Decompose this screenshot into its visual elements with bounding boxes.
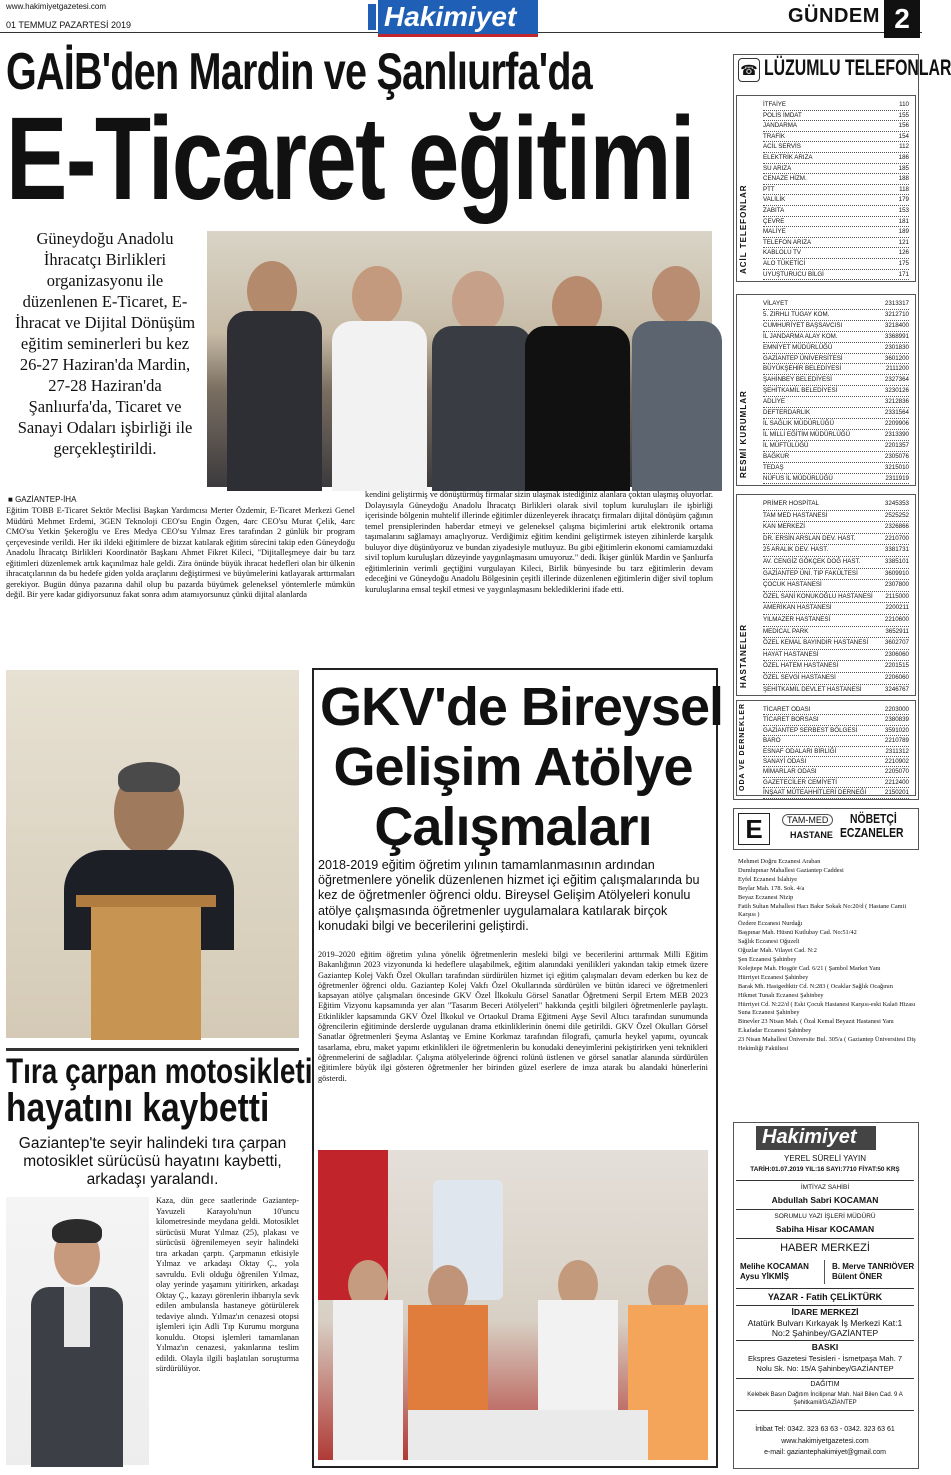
phone-name: ALO TÜKETİCİ (763, 259, 806, 267)
phone-name: ZABITA (763, 206, 785, 214)
phone-number: 181 (898, 217, 909, 225)
phone-name: CUMHURİYET BAŞSAVCISI (763, 321, 843, 329)
phone-number: 3591020 (884, 726, 909, 734)
phone-row (763, 354, 909, 365)
lead-headline-1: GAİB'den Mardin ve Şanlıurfa'da (6, 43, 592, 101)
phone-number: 2313390 (884, 430, 909, 438)
lead-body-col1: Eğitim TOBB E-Ticaret Sektör Meclisi Başkan Yardımcısı Merter Özdemir, E-Ticaret Merkezi Genel Müdürü Mehmet Erdemi, 3GEN Teknoloji CEO'su Engin Özgen, 4arc CEO'su Murat Çelik, 4arc CMO'su Yetkin Şekeroğlu ve Eres Medya CEO'su Yılmaz Eres tarafından 2 günlük bir program çerçevesinde verildi. Her iki ildeki eğitimlere de bizzat katılarak eğitim sürecini takip eden Güneydoğu Anadolu İhracatçı Birlikleri Koordinatör Başkanı Ahmet Fikret Kileci, "Dijitalleşmeye dair bu tarz eğitimleri düzenlemek artık kaçınılmaz hale geldi. Zira önünde büyük ihracat hedefleri olan bir ülkenin ihracatçılarının da bu hedefe giden yolda araçlarını değiştirmesi ve büyümelerini katlayarak arttırmaları gerekiyor. Bugün dünya pazarına dahil olup bu pazarda büyümek geleneksel yöntemlerle mümkün değil. Bir yere kadar gidiyorsunuz fakat sonra adım atamıyorsunuz çünkü dijital alanlarda (6, 506, 355, 599)
phone-number: 2311919 (885, 474, 909, 482)
phone-name: DEFTERDARLIK (763, 409, 811, 417)
pharmacy-entry: Hürriyet Cd. N:22/d ( Eski Çocuk Hastanesi Karşısı-eski Kalaö Hizası (738, 1000, 916, 1008)
office-label: İDARE MERKEZİ (791, 1307, 859, 1317)
phone-number: 155 (898, 111, 909, 119)
phone-name: KAN MERKEZİ (763, 523, 805, 531)
phone-name: VALİLİK (763, 196, 786, 204)
phone-number: 3601200 (884, 354, 909, 362)
phone-name: TAM MED HASTANESİ (763, 511, 828, 519)
group-label: RESMİ KURUMLAR (739, 390, 748, 478)
phone-name: ÖZEL SANİ KONUKOĞLU HASTANESİ (763, 592, 873, 600)
pharmacy-e-icon: E (738, 813, 770, 845)
phone-number: 2150201 (884, 789, 909, 797)
phone-row (763, 778, 909, 788)
phone-name: GAZİANTEP ÜNİVERSİTESİ (763, 354, 843, 362)
pharmacy-entry: Özdere Eczanesi Nurdağı (738, 920, 803, 928)
group-label: HASTANELER (739, 623, 748, 688)
moto-body: Kaza, dün gece saatlerinde Gaziantep-Yavuzeli Karayolu'nun 10'uncu kilometresinde meydana geldi. Motosiklet sürücüsü Murat Yılmaz (25), plakası ve sürücüsü öğrenilemeyen seyir halindeki tıra arkadan çarptı. Çarpmanın etkisiyle Yılmaz ve arkadaşı Oktay Ç., yola savruldu. Evli olduğu öğrenilen Yılmaz, olay yerinde yaşamını yitirirken, arkadaşı Oktay Ç., kazayı görenlerin ihbarıyla sevk edilen ambulansla hastaneye götürülerek tedaviye alındı. Yılmaz'ın cenazesi otopsi işlemleri için Adli Tıp Kurumu morguna konuldu. Otopsi işlemleri tamamlanan Yılmaz'ın cenazesi, yakınlarına teslim edildi. Olayla ilgili başlatılan soruşturma sürdürülüyor. (156, 1196, 299, 1373)
imprint-phone: İrtibat Tel: 0342. 323 63 63 - 0342. 323 63 61 (755, 1426, 895, 1433)
phone-name: 25 ARALIK DEV. HAST. (763, 546, 829, 554)
phone-name: BARO (763, 737, 781, 745)
phone-row (763, 259, 909, 270)
imprint-subtitle: YEREL SÜRELİ YAYIN (784, 1154, 866, 1163)
pharmacy-title-2: ECZANELER (840, 825, 904, 840)
imprint-rule (736, 1209, 914, 1210)
phone-number: 3218400 (884, 321, 909, 329)
moto-summary: Gaziantep'te seyir halindeki tıra çarpan motosiklet sürücüsü hayatını kaybetti, arkadaşı yaralandı. (18, 1135, 287, 1188)
phone-name: MALİYE (763, 228, 786, 236)
group-rows (763, 299, 909, 484)
phone-name: İL MÜFTÜLÜĞÜ (763, 441, 809, 449)
pharmacy-entry: Suna Eczanesi Şahinbey (738, 1009, 800, 1017)
phone-name: CENAZE HİZM. (763, 175, 807, 183)
pharmacy-sponsor-bottom: HASTANE (790, 830, 833, 840)
imprint-rule (736, 1238, 914, 1239)
site-url: www.hakimiyetgazetesi.com (6, 2, 107, 11)
phone-number: 175 (898, 259, 909, 267)
phone-icon: ☎ (738, 58, 760, 82)
phone-row (763, 545, 909, 557)
phone-number: 154 (898, 132, 909, 140)
phone-number: 185 (898, 164, 909, 172)
phone-number: 2212400 (884, 778, 909, 786)
phone-number: 2305076 (884, 452, 909, 460)
group-rows (763, 499, 909, 696)
gkv-headline-1: GKV'de Bireysel (320, 677, 724, 737)
phone-name: SANAYİ ODASI (763, 758, 807, 766)
phone-number: 2327364 (884, 376, 909, 384)
phone-name: ÖZEL SEVGİ HASTANESİ (763, 673, 836, 681)
phone-name: İNŞAAT MÜTEAHHİTLERİ DERNEĞİ (763, 789, 867, 797)
phone-name: POLİS İMDAT (763, 111, 802, 119)
phone-number: 110 (899, 101, 909, 108)
phone-number: 3602707 (884, 639, 909, 647)
phone-name: İL MİLLİ EĞİTİM MÜDÜRLÜĞÜ (763, 430, 851, 438)
phone-number: 2306060 (884, 650, 909, 658)
phone-number: 3245353 (884, 500, 909, 507)
pharmacy-entry: 23 Nisan Mahallesi Üniversite Bul. 305/a ( Gaziantep Üniversitesi Diş Hekimliği Fakültesi (738, 1036, 916, 1053)
phones-group-official (736, 294, 916, 486)
phone-row (763, 142, 909, 153)
phone-row (763, 195, 909, 206)
pharmacy-entry: Başpınar Mah. Hüsnü Kutlubay Cad. No:51/42 (738, 929, 857, 937)
phone-number: 3368991 (884, 332, 909, 340)
phone-name: ŞEHİTKAMİL BELEDİYESİ (763, 387, 838, 395)
phone-name: BAĞKUR (763, 452, 790, 460)
imprint-logo: Hakimiyet (762, 1126, 857, 1148)
phone-name: JANDARMA (763, 122, 798, 130)
imprint-web: www.hakimiyetgazetesi.com (781, 1438, 869, 1445)
phone-row (763, 310, 909, 321)
phone-number: 2111200 (885, 365, 909, 373)
moto-headline-1: Tıra çarpan motosikleti (6, 1052, 313, 1091)
phone-number: 3652911 (885, 627, 909, 635)
masthead-text: Hakimiyet (384, 1, 517, 32)
moto-headline-2: hayatını kaybetti (6, 1086, 270, 1130)
phone-row (763, 474, 909, 485)
pharmacy-entry: E.kafadar Eczanesi Şahinbey (738, 1027, 812, 1035)
phone-row (763, 726, 909, 736)
phone-row (763, 747, 909, 757)
news-b1: B. Merve TANRIÖVER (832, 1262, 915, 1271)
group-label: ACİL TELEFONLAR (739, 184, 748, 274)
imprint-rule (736, 1378, 914, 1379)
pharmacy-entry: Eyfel Eczanesi İslahiye (738, 875, 798, 883)
phone-row (763, 248, 909, 259)
phone-number: 188 (898, 175, 909, 183)
phone-row (763, 419, 909, 430)
phone-row (763, 615, 909, 627)
news-a2: Aysu YİKMİŞ (740, 1272, 789, 1281)
page-number: 2 (884, 0, 920, 38)
phone-row (763, 685, 909, 697)
phone-name: AMERİKAN HASTANESİ (763, 604, 832, 612)
phone-number: 126 (898, 249, 909, 257)
phone-number: 2209906 (884, 419, 909, 427)
pharmacy-entry: Barak Mh. Hasigediktir Cd. N:283 ( Ocaklar Sağlık Ocağının (738, 982, 893, 990)
phones-group-chambers (736, 700, 916, 796)
editor-name: Sabiha Hisar KOCAMAN (775, 1224, 875, 1234)
imprint-rule (736, 1410, 914, 1411)
phone-number: 2311312 (885, 747, 909, 755)
phone-row (763, 132, 909, 143)
phone-row (763, 121, 909, 132)
phone-row (763, 299, 909, 310)
phone-number: 112 (899, 143, 909, 151)
pharmacy-entry: Sağlık Eczanesi Oğuzeli (738, 938, 800, 946)
phone-name: GAZİANTEP SERBEST BÖLGESİ (763, 726, 858, 734)
phone-number: 179 (898, 196, 909, 204)
lead-byline-text: GAZİANTEP-İHA (15, 495, 77, 504)
phone-name: TİCARET BORSASI (763, 716, 819, 724)
phone-number: 2210700 (884, 534, 909, 542)
phone-row (763, 430, 909, 441)
phone-name: 5. ZIRHLI TUGAY KOM. (763, 310, 830, 318)
phone-number: 153 (898, 206, 909, 214)
phones-group-emergency (736, 95, 916, 282)
phone-name: İTFAİYE (763, 101, 787, 108)
writer: YAZAR - Fatih ÇELİKTÜRK (767, 1292, 883, 1302)
pharmacy-list (738, 858, 916, 1116)
phone-number: 121 (898, 238, 909, 246)
phone-name: NÜFUS İL MÜDÜRLÜĞÜ (763, 474, 833, 482)
group-rows (763, 100, 909, 280)
phone-row (763, 386, 909, 397)
phone-name: PTT (763, 185, 775, 193)
phone-number: 3212836 (884, 398, 909, 406)
pharmacy-entry: Oğuzlar Mah. Vilayet Cad. N:2 (738, 947, 817, 955)
pharmacy-entry: Hikmet Tunalı Eczanesi Şahinbey (738, 991, 824, 999)
phone-number: 2206060 (884, 673, 909, 681)
phone-row (763, 206, 909, 217)
news-b2: Bülent ÖNER (832, 1272, 883, 1281)
phone-number: 186 (898, 153, 909, 161)
phone-number: 2201515 (884, 662, 909, 670)
phone-row (763, 227, 909, 238)
phone-number: 2201357 (884, 441, 909, 449)
phone-row (763, 153, 909, 164)
phone-row (763, 408, 909, 419)
office-address: Atatürk Bulvarı Kırkayak İş Merkezi Kat:1 No:2 Şahinbey/GAZİANTEP (747, 1318, 903, 1338)
imprint-rule (736, 1180, 914, 1181)
phone-row (763, 757, 909, 767)
pharmacy-title-1: NÖBETÇİ (850, 811, 897, 826)
phone-name: MİMARLAR ODASI (763, 768, 817, 776)
lead-body-col2: kendini geliştirmiş ve dönüştürmüş firmalar sizin ulaşmak istediğiniz alanlara çoktan ulaşmış oluyorlar. Dolayısıyla Güneydoğu Anadolu İhracatçı Birlikleri olarak sivil toplum kuruluşları ile işbirliği içerisinde bölgenin muhtelif illerinde eğitimler düzenleyerek ihracatçı firmaları dijital dönüşüm çağının temel prensiplerinden haberdar etmeyi ve geleneksel çalışma biçimlerini artık elektronik ortama taşımalarını sağlamayı amaçlıyoruz. Verdiğimiz eğitim kendini geliştirmek isteyen zihinlerde karşılık buluyor diye düşünüyoruz ve bundan ziyadesiyle mutluyuz. Bu gibi eğitimlerin ekonomi camiamızdaki sivil toplum kuruluşları düzeyinde yaygınlaşmasını umuyoruz." dedi. İkişer günlük Mardin ve Şanlıurfa eğitimlerinin verimli geçtiğini vurgulayan Kileci, Birlik bünyesinde bu tarz eğitimlerin devam edeceğini ve Güneydoğu Anadolu Bölgesinin çeşitli illerinde düzenlenen eğitimlerin diğer sivil toplum kuruluşlarına emsal teşkil etmesi ve yaygınlaşmasını beklediklerini ifade etti. (365, 490, 713, 594)
phone-row (763, 343, 909, 354)
phone-row (763, 375, 909, 386)
phone-name: ÖZEL KEMAL BAYINDIR HASTANESİ (763, 639, 869, 647)
lead-byline: ■ GAZİANTEP-İHA (8, 495, 77, 504)
gkv-body: 2019–2020 eğitim öğretim yılına yönelik öğretmenlerin mesleki bilgi ve becerilerini arttırmak Milli Eğitim Bakanlığının 2023 vizyonunda ki hedeflere ulaşabilmek, eğitim alanındaki yenilikleri yakından takip etmek üzere Gaziantep Kolej Vakfı Özel Okulları tarafından sürdürülen hizmet içi eğitim çalışmaları devam ederken bu kez de öğretmenler öğrenci oldu. Gaziantep Kolej Vakfı Özel Okullarında sürdürülen ve bütün idareci ve öğretmenleri kapsayan atölye çalışmaları öncesinde GKV Özel İlkokulu Görsel Sanatlar Öğretmeni Serpil Ertem MEB 2023 Eğitim Vizyonu kapsamında yer alan "Tasarım Beceri Atölyeleri" hakkında çeşitli bilgileri öğretmenlerle paylaştı. Etkinlikler kapsamında GKV Özel İlkokul ve Ortaokul Drama Eğitmeni Ayşe Sevil Altıcı tarafından sunumunda öğrencilerin eğitiminde derslerde uygulanan drama etkinliklerinin önemi dile getirildi. GKV Özel Okulları Görsel Sanatlar öğretmenleri Şeyma Aslantaş ve Emine Korkmaz tarafından filografi, çamurla heykel yapımı, oyuncak tasarlama, ebru, maket yapımı etkinlikleri ile öğretmenlerin bu konudaki deneyimlerini pekiştirirken yeni teknikleri öğrenmelerini de sağladılar. Çalışma atölyelerinde öğrenci rolünü üstlenen ve görsel sanatlar alanında sürdürülen eğitimlere büyük ilgi gösteren öğretmenler her birinden güzel eserlere de imza atarak bu alandaki hünerlerini gösterdi. (318, 950, 708, 1083)
phone-number: 171 (898, 270, 909, 278)
masthead-logo (368, 0, 538, 34)
phone-row (763, 174, 909, 185)
lead-headline-2: E-Ticaret eğitimi (6, 93, 694, 225)
phone-number: 2380839 (884, 716, 909, 724)
imprint-info: TARİH:01.07.2019 YIL:16 SAYI:7710 FİYAT:50 KRŞ (750, 1166, 900, 1173)
phone-number: 2210789 (884, 737, 909, 745)
phone-number: 2205070 (884, 768, 909, 776)
imprint-rule (736, 1288, 914, 1289)
phone-number: 3609910 (884, 569, 909, 577)
phone-row (763, 185, 909, 196)
phone-row (763, 638, 909, 650)
dist-address: Kelebek Basın Dağıtım İncilipınar Mah. Nail Bilen Cad. 9 A Şehitkamil/GAZİANTEP (747, 1392, 903, 1406)
phone-name: AV. CENGİZ GÖKÇEK DOĞ HAST. (763, 557, 861, 565)
phone-row (763, 534, 909, 546)
phone-name: ELEKTRİK ARIZA (763, 153, 813, 161)
pharmacy-entry: Dumlupınar Mahallesi Gaziantep Caddesi (738, 866, 844, 874)
phone-row (763, 705, 909, 715)
pharmacy-entry: Beyaz Eczanesi Nizip (738, 893, 794, 901)
lead-photo (207, 231, 712, 487)
print-address: Ekspres Gazetesi Tesisleri - İsmetpaşa Mah. 7 Nolu Sk. No: 15/A Şahinbey/GAZİANTEP (747, 1354, 903, 1373)
phones-group-hospitals (736, 494, 916, 696)
phone-row (763, 522, 909, 534)
section-title: GÜNDEM (788, 5, 880, 27)
phone-number: 2301830 (884, 343, 909, 351)
phone-name: GAZİANTEP ÜNİ. TIP FAKÜLTESİ (763, 569, 858, 577)
group-label: ODA VE DERNEKLER (739, 702, 746, 791)
pharmacy-entry: Hürriyet Eczanesi Şahinbey (738, 973, 809, 981)
phone-row (763, 164, 909, 175)
phone-number: 156 (898, 122, 909, 130)
phone-number: 2210600 (884, 615, 909, 623)
phone-name: TİCARET ODASI (763, 706, 811, 713)
phone-name: KABLOLU TV (763, 249, 802, 257)
phone-number: 2200211 (885, 604, 909, 612)
phone-row (763, 788, 909, 798)
phone-row (763, 463, 909, 474)
lead-summary: Güneydoğu Anadolu İhracatçı Birlikleri organizasyonu ile düzenlenen E-Ticaret, E-İhracat ve Dijital Dönüşüm eğitim seminerleri bu kez 26-27 Haziran'da Mardin, 27-28 Haziran'da Şanlıurfa'da, Ticaret ve Sanayi Odaları işbirliği ile gerçekleştirildi. (14, 229, 196, 458)
phone-name: GAZETECİLER CEMİYETİ (763, 778, 837, 786)
phone-row (763, 592, 909, 604)
phone-number: 3230126 (884, 387, 909, 395)
phone-name: ŞEHİTKAMİL DEVLET HASTANESİ (763, 685, 862, 693)
speaker-photo (6, 670, 299, 1038)
news-label: HABER MERKEZİ (780, 1242, 870, 1254)
pharmacy-entry: Fatih Sultan Mahallesi Hacı Bakır Sokak No:20/d ( Hastane Camii Karşısı ) (738, 902, 907, 919)
editor-label: SORUMLU YAZI İŞLERİ MÜDÜRÜ (774, 1213, 876, 1220)
phone-row (763, 627, 909, 639)
phone-number: 2331564 (884, 409, 909, 417)
owner-label: İMTİYAZ SAHİBİ (800, 1184, 850, 1191)
phone-number: 3215010 (884, 463, 909, 471)
imprint-rule (736, 1305, 914, 1306)
print-label: BASKI (811, 1342, 839, 1352)
phone-number: 2525252 (884, 511, 909, 519)
phone-row (763, 238, 909, 249)
phone-name: SU ARIZA (763, 164, 792, 172)
phone-name: BÜYÜKŞEHİR BELEDİYESİ (763, 365, 842, 373)
phone-name: ÇEVRE (763, 217, 785, 225)
phone-row (763, 270, 909, 281)
imprint-email: e-mail: gaziantephakimiyet@gmail.com (764, 1449, 886, 1456)
phone-row (763, 511, 909, 523)
phone-name: TRAFİK (763, 132, 786, 140)
moto-rule (6, 1048, 299, 1051)
phone-name: VİLAYET (763, 300, 788, 307)
phone-number: 2210902 (884, 758, 909, 766)
phone-name: PRİMER HOSPİTAL (763, 500, 819, 507)
pharmacy-entry: Binevler 23 Nisan Mah. ( Özal Kemal Beyazıt Hastanesi Yanı (738, 1018, 894, 1026)
phone-name: YILMAZER HASTANESİ (763, 615, 831, 623)
owner-name: Abdullah Sabri KOCAMAN (771, 1195, 879, 1205)
phone-row (763, 569, 909, 581)
gkv-headline-2: Gelişim Atölye (333, 737, 693, 797)
phone-number: 2115000 (885, 592, 909, 600)
phone-name: TELEFON ARIZA (763, 238, 812, 246)
phone-number: 2313317 (884, 300, 909, 307)
phone-row (763, 715, 909, 725)
phone-number: 3212710 (884, 310, 909, 318)
phone-name: HAYAT HASTANESİ (763, 650, 819, 658)
phone-row (763, 499, 909, 511)
phone-name: İL JANDARMA ALAY KOM. (763, 332, 838, 340)
pharmacy-sponsor-top: TAM-MED (782, 814, 833, 826)
phone-number: 189 (898, 228, 909, 236)
phone-row (763, 767, 909, 777)
dist-label: DAĞITIM (810, 1381, 840, 1388)
phone-number: 2203000 (884, 706, 909, 713)
phone-name: ACİL SERVİS (763, 143, 801, 151)
news-divider (824, 1260, 825, 1284)
phone-row (763, 673, 909, 685)
phone-row (763, 217, 909, 228)
phone-row (763, 580, 909, 592)
phone-name: ESNAF ODALARI BİRLİĞİ (763, 747, 837, 755)
phone-row (763, 736, 909, 746)
gkv-intro: 2018-2019 eğitim öğretim yılının tamamlanmasının ardından öğretmenlere yönelik düzenlenen hizmet içi eğitim çalışmalarında bu kez de öğretmenler öğrenci oldu. Bireysel Gelişim Atölyeleri konulu atölye çalışmasında öğretmenler uygulamalara katılarak birçok konudaki bilgi ve becerilerini geliştirdi. (318, 858, 700, 933)
phone-name: UYUŞTURUCU BİLGİ (763, 270, 824, 278)
imprint-rule (736, 1340, 914, 1341)
phone-name: ÖZEL HATEM HASTANESİ (763, 662, 839, 670)
phone-row (763, 100, 909, 111)
phones-title: LÜZUMLU TELEFONLAR (764, 55, 951, 80)
pharmacy-entry: Beylar Mah. 178. Sok. 4/a (738, 884, 805, 892)
phone-name: ADLİYE (763, 398, 786, 406)
phone-row (763, 332, 909, 343)
pharmacy-entry: Mehmet Doğru Eczanesi Araban (738, 858, 821, 865)
victim-photo (6, 1197, 149, 1465)
gkv-photo (318, 1150, 708, 1460)
phone-row (763, 321, 909, 332)
phone-number: 3385101 (884, 557, 909, 565)
phone-name: DR. ERSİN ARSLAN DEV. HAST. (763, 534, 856, 542)
phone-name: İL SAĞLIK MÜDÜRLÜĞÜ (763, 419, 834, 427)
phone-number: 3381731 (884, 546, 909, 554)
phone-name: TEDAŞ (763, 463, 784, 471)
phone-name: ŞAHİNBEY BELEDİYESİ (763, 376, 833, 384)
gkv-headline-3: Çalışmaları (374, 797, 652, 857)
phone-row (763, 397, 909, 408)
pharmacy-entry: Kolejtepe Mah. Hoşgör Cad. 6/21 ( Şambol Market Yanı (738, 964, 881, 972)
phone-row (763, 364, 909, 375)
phone-name: EMNİYET MÜDÜRLÜĞÜ (763, 343, 833, 351)
phone-number: 2307800 (884, 581, 909, 589)
group-rows (763, 705, 909, 799)
news-a1: Melihe KOCAMAN (740, 1262, 809, 1271)
phone-row (763, 452, 909, 463)
issue-date: 01 TEMMUZ PAZARTESİ 2019 (6, 20, 132, 30)
phone-number: 3246767 (884, 685, 909, 693)
phone-row (763, 650, 909, 662)
pharmacy-entry: Şen Eczanesi Şahinbey (738, 955, 797, 963)
phone-row (763, 111, 909, 122)
phone-row (763, 441, 909, 452)
phone-name: MEDİCAL PARK (763, 627, 809, 635)
phone-number: 2326866 (884, 523, 909, 531)
phone-row (763, 603, 909, 615)
phone-name: ÇOCUK HASTANESİ (763, 581, 822, 589)
phone-number: 118 (899, 185, 909, 193)
phone-row (763, 557, 909, 569)
phone-row (763, 661, 909, 673)
